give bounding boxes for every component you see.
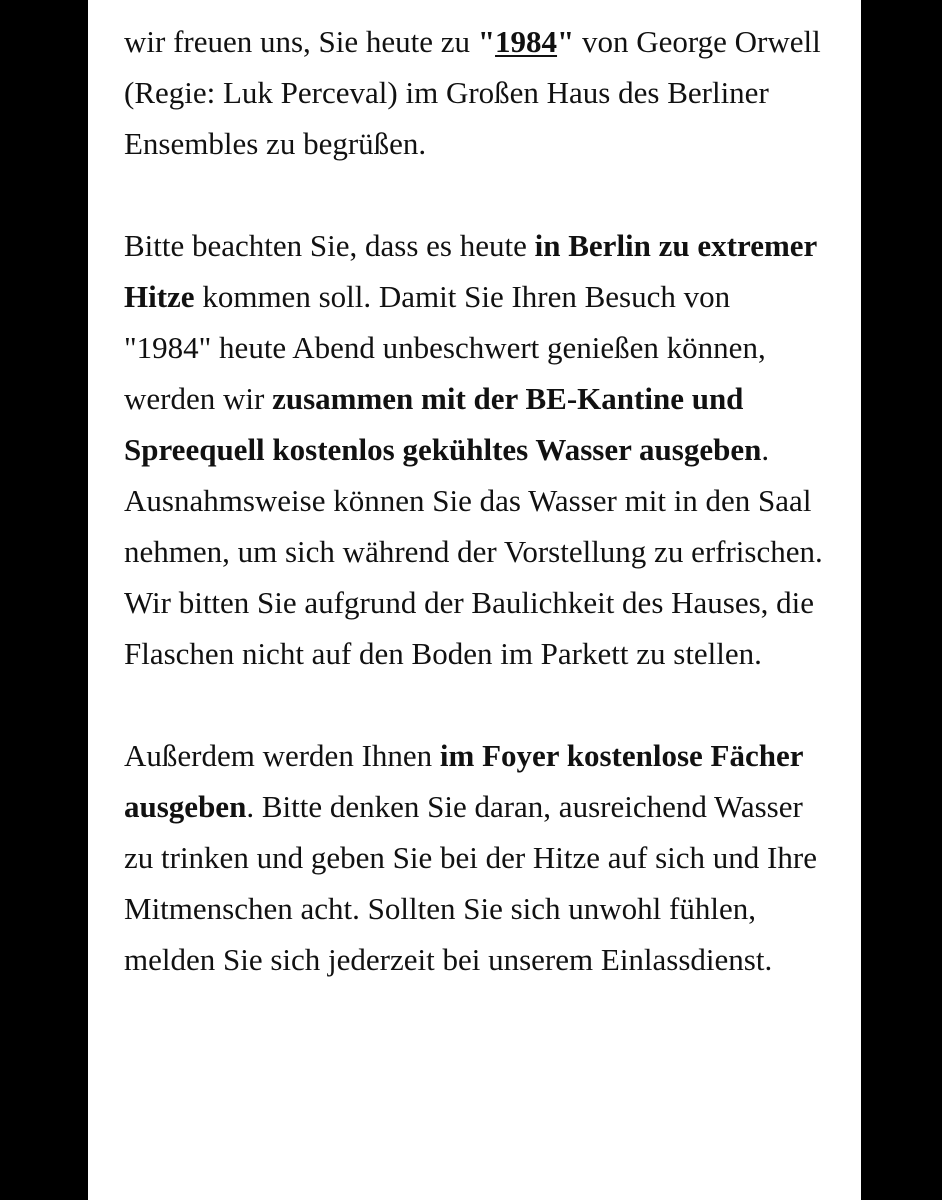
fans-highlight: im Foyer kostenlose Fächer ausgeben [124,738,803,824]
welcome-text-continued: von George Orwell (Regie: Luk Perceval) im Großen Haus des Berliner Ensembles zu begrüßen. [124,24,821,161]
paragraph-welcome [124,16,824,169]
foyer-text-1: Außerdem werden Ihnen [124,738,440,773]
quote-open: " [477,24,496,59]
letter-page [88,0,861,1200]
letter-body [124,16,824,985]
play-title-link[interactable]: 1984 [495,24,558,59]
water-highlight: zusammen mit der BE-Kantine und Spreequell kostenlos gekühltes Wasser ausgeben [124,381,762,467]
heat-text-3: . Ausnahmsweise können Sie das Wasser mit in den Saal nehmen, um sich während der Vorstellung zu erfrischen. Wir bitten Sie aufgrund der Baulichkeit des Hauses, die Flaschen nicht auf den Boden im Parkett zu stellen. [124,432,823,671]
heat-highlight: in Berlin zu extremer Hitze [124,228,817,314]
welcome-text: wir freuen uns, Sie heute zu [124,24,478,59]
paragraph-heat-notice [124,220,824,679]
foyer-text-2: . Bitte denken Sie daran, ausreichend Wasser zu trinken und geben Sie bei der Hitze auf sich und Ihre Mitmenschen acht. Sollten Sie sich unwohl fühlen, melden Sie sich jederzeit bei unserem Einlassdienst. [124,789,817,977]
heat-text-2: kommen soll. Damit Sie Ihren Besuch von "1984" heute Abend unbeschwert genießen können, werden wir [124,279,766,416]
paragraph-foyer [124,730,824,985]
quote-close: " [557,24,575,59]
heat-text-1: Bitte beachten Sie, dass es heute [124,228,535,263]
